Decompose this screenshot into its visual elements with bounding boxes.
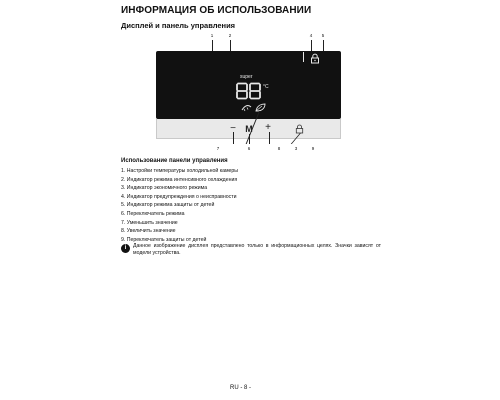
list-item: 3. Индикатор экономичного режима <box>121 185 208 192</box>
list-item: 7. Уменьшить значение <box>121 219 178 226</box>
list-item: 5. Индикатор режима защиты от детей <box>121 202 215 209</box>
list-item: 1. Настройки температуры холодильной камеры <box>121 168 239 174</box>
eco-leaf-icon <box>255 103 266 112</box>
seven-segment-icon <box>236 82 262 100</box>
usage-title: Использование панели управления <box>121 158 228 164</box>
callout-9: 9 <box>311 146 315 151</box>
callout-2: 2 <box>228 33 232 38</box>
section-title: Дисплей и панель управления <box>121 21 236 30</box>
callout-6: 6 <box>247 146 251 151</box>
callout-4: 4 <box>309 33 313 38</box>
callout-3: 3 <box>294 146 298 151</box>
leader-line <box>233 132 234 144</box>
increase-button[interactable]: + <box>265 122 271 133</box>
decrease-button[interactable]: − <box>230 123 236 134</box>
list-item: 6. Переключатель режима <box>121 210 185 217</box>
list-item: 4. Индикатор предупреждения о неисправности <box>121 193 237 200</box>
callout-5: 5 <box>321 33 325 38</box>
note-text: Данное изображение дисплея представлено только в информационных целях. Значки зависят от модели устройства. <box>133 243 381 257</box>
alarm-indicator <box>303 52 304 62</box>
callout-7: 7 <box>216 146 220 151</box>
list-item: 8. Увеличить значение <box>121 228 176 235</box>
child-lock-indicator-icon <box>310 53 320 64</box>
list-item: 2. Индикатор режима интенсивного охлаждения <box>121 176 238 183</box>
callout-8: 8 <box>277 146 281 151</box>
temperature-digits <box>236 82 262 105</box>
info-icon: i <box>121 244 130 253</box>
mode-button[interactable]: M <box>245 124 253 134</box>
usage-list <box>121 167 238 244</box>
super-cool-indicator: super <box>240 74 253 80</box>
unit-label: °C <box>263 84 269 90</box>
super-cool-fan-icon <box>241 103 252 112</box>
leader-line <box>269 132 270 144</box>
page-title: ИНФОРМАЦИЯ ОБ ИСПОЛЬЗОВАНИИ <box>121 5 312 16</box>
list-item: 9. Переключатель защиты от детей <box>121 236 207 243</box>
callout-1: 1 <box>210 33 214 38</box>
page-number: RU - 8 - <box>230 385 251 391</box>
